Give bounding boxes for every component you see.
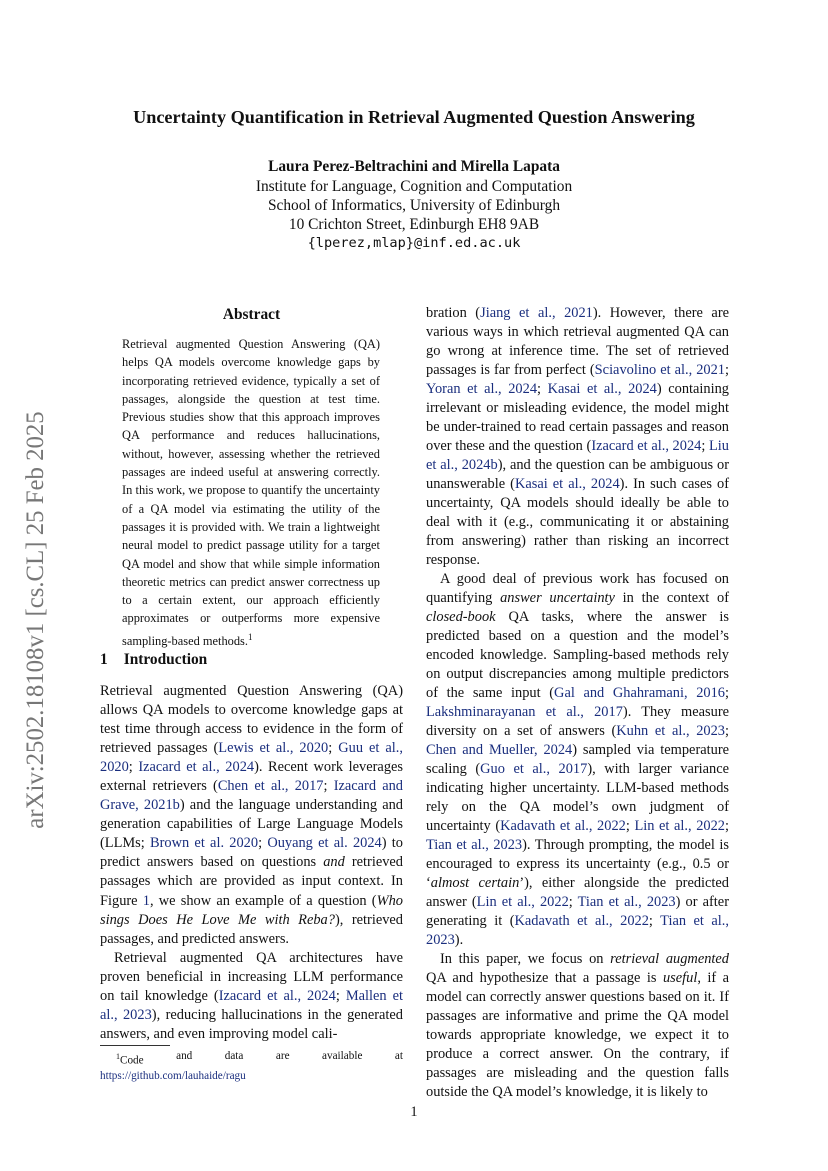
intro-paragraph-4: In this paper, we focus on retrieval augmented QA and hypothesize that a passage is useful, if a model can correctly answer questions based on it. If passages are informative and prime the QA model towards appropriate knowledge, we expect it to produce a correct answer. On the contrary, if passages are misleading and the question falls outside the QA model’s knowledge, it is likely to [426, 951, 729, 1100]
citation-link[interactable]: Mallen et al., 2023 [100, 987, 403, 1023]
citation-link[interactable]: Lin et al., 2022 [634, 818, 725, 834]
abstract-heading: Abstract [222, 306, 281, 323]
citation-link[interactable]: Izacard et al., 2024 [591, 438, 702, 454]
affiliation-address: 10 Crichton Street, Edinburgh EH8 9AB [288, 216, 540, 233]
citation-link[interactable]: Tian et al., 2023 [426, 913, 730, 948]
citation-link[interactable]: Tian et al., 2023 [426, 837, 523, 853]
citation-link[interactable]: Lewis et al., 2020 [218, 740, 329, 757]
affiliation-school: School of Informatics, University of Edinburgh [267, 197, 561, 214]
citation-link[interactable]: Izacard et al., 2024 [138, 759, 255, 776]
citation-link[interactable]: Liu et al., 2024b [426, 438, 729, 473]
paper-authors: Laura Perez-Beltrachini and Mirella Lapata [268, 158, 560, 175]
abstract-body [122, 335, 380, 650]
example-question: Who sings Does He Love Me with Reba? [100, 892, 403, 928]
section-title: Introduction [123, 651, 208, 668]
intro-paragraph-2-continued: bration (Jiang et al., 2021). However, there are various ways in which retrieval augmented QA can go wrong at inference time. The set of retrieved passages is far from perfect (Sciavolino et al., 2021; Yoran et al., 2024; Kasai et al., 2024) containing irrelevant or misleading evidence, the model might be under-trained to read certain passages and reason over these and the question (Izacard et al., 2024; Liu et al., 2024b), and the question can be ambiguous or unanswerable (Kasai et al., 2024). In such cases of uncertainty, QA models should ideally be able to deal with it (e.g., communicating it or abstaining from answering) rather than risking an incorrect response. [426, 305, 729, 568]
citation-link[interactable]: Ouyang et al. 2024 [267, 835, 382, 852]
arxiv-sidebar [4, 360, 68, 880]
left-column [100, 682, 403, 1044]
affiliation-institute: Institute for Language, Cognition and Computation [255, 178, 573, 195]
intro-paragraph-1: Retrieval augmented Question Answering (QA) allows QA models to overcome knowledge gaps at test time through access to evidence in the form of retrieved passages (Lewis et al., 2020; Guu et al., 2020; Izacard et al., 2024). Recent work leverages external retrievers (Chen et al., 2017; Izacard and Grave, 2021b) and the language understanding and generation capabilities of Large Language Models (LLMs; Brown et al. 2020; Ouyang et al. 2024) to predict answers based on questions and retrieved passages which are provided as input context. In Figure 1, we show an example of a question (Who sings Does He Love Me with Reba?), retrieved passages, and predicted answers. [100, 683, 404, 947]
footnote-marker[interactable]: 1 [247, 631, 253, 642]
section-heading-introduction [100, 651, 207, 669]
citation-link[interactable]: Lakshminarayanan et al., 2017 [426, 704, 623, 720]
right-column [426, 304, 729, 1102]
citation-link[interactable]: Izacard et al., 2024 [218, 987, 336, 1004]
citation-link[interactable]: Tian et al., 2023 [577, 894, 676, 910]
citation-link[interactable]: Jiang et al., 2021 [480, 305, 593, 321]
citation-link[interactable]: Guu et al., 2020 [100, 740, 403, 776]
arxiv-identifier: arXiv:2502.18108v1 [cs.CL] 25 Feb 2025 [22, 411, 49, 829]
citation-link[interactable]: Kasai et al., 2024 [547, 381, 657, 397]
citation-link[interactable]: Lin et al., 2022 [476, 894, 569, 910]
intro-paragraph-3: A good deal of previous work has focused on quantifying answer uncertainty in the context of closed-book QA tasks, where the answer is predicted based on a question and the model’s encoded knowledge. Sampling-based methods rely on output discrepancies among multiple predictors of the same input (Gal and Ghahramani, 2016; Lakshminarayanan et al., 2017). They measure diversity on a set of answers (Kuhn et al., 2023; Chen and Mueller, 2024) sampled via temperature scaling (Guo et al., 2017), with larger variance indicating higher uncertainty. LLM-based methods rely on the QA model’s own judgment of uncertainty (Kadavath et al., 2022; Lin et al., 2022; Tian et al., 2023). Through prompting, the model is encouraged to express its uncertainty (e.g., 0.5 or ‘almost certain’), either alongside the predicted answer (Lin et al., 2022; Tian et al., 2023) or after generating it (Kadavath et al., 2022; Tian et al., 2023). [426, 571, 730, 948]
author-email: {lperez,mlap}@inf.ed.ac.uk [307, 235, 521, 251]
citation-link[interactable]: Kuhn et al., 2023 [616, 723, 725, 739]
section-number: 1 [100, 651, 108, 668]
paper-title: Uncertainty Quantification in Retrieval Augmented Question Answering [133, 107, 695, 127]
footnote [100, 1049, 403, 1084]
footnote-rule [100, 1045, 170, 1046]
citation-link[interactable]: Brown et al. 2020 [150, 835, 259, 852]
citation-link[interactable]: Kadavath et al., 2022 [514, 913, 649, 929]
citation-link[interactable]: Chen et al., 2017 [217, 778, 324, 795]
footnote-line: $^1$Code and data are available at [116, 1050, 403, 1067]
citation-link[interactable]: Gal and Ghahramani, 2016 [554, 685, 725, 701]
citation-link[interactable]: Guo et al., 2017 [480, 761, 588, 777]
citation-link[interactable]: Izacard and Grave, 2021b [100, 778, 403, 814]
citation-link[interactable]: Kasai et al., 2024 [514, 476, 620, 492]
code-repository-link[interactable]: https://github.com/lauhaide/ragu [100, 1069, 246, 1082]
citation-link[interactable]: Kadavath et al., 2022 [500, 818, 626, 834]
citation-link[interactable]: Sciavolino et al., 2021 [594, 362, 725, 378]
intro-paragraph-2: Retrieval augmented QA architectures have proven beneficial in increasing LLM performance on tail knowledge (Izacard et al., 2024; Mallen et al., 2023), reducing hallucinations in the generated answers, and even improving model cali- [100, 949, 403, 1042]
page-number: 1 [410, 1104, 418, 1120]
abstract-text: Retrieval augmented Question Answering (QA) helps QA models overcome knowledge gaps by incorporating retrieved evidence, typically a set of passages, alongside the question at test time. Previous studies show that this approach improves QA performance and reduces hallucinations, without, however, assessing whether the retrieved passages are indeed useful at answering correctly. In this work, we propose to quantify the uncertainty of a QA model via estimating the utility of the passages it is provided with. We train a lightweight neural model to predict passage utility for a target QA model and show that while simple information theoretic metrics can predict answer correctness up to a certain extent, our approach efficiently approximates or outperforms more expensive sampling-based methods. [122, 337, 380, 648]
citation-link[interactable]: Yoran et al., 2024 [426, 381, 538, 397]
citation-link[interactable]: Chen and Mueller, 2024 [426, 742, 573, 758]
figure-reference-link[interactable]: 1 [142, 892, 150, 909]
